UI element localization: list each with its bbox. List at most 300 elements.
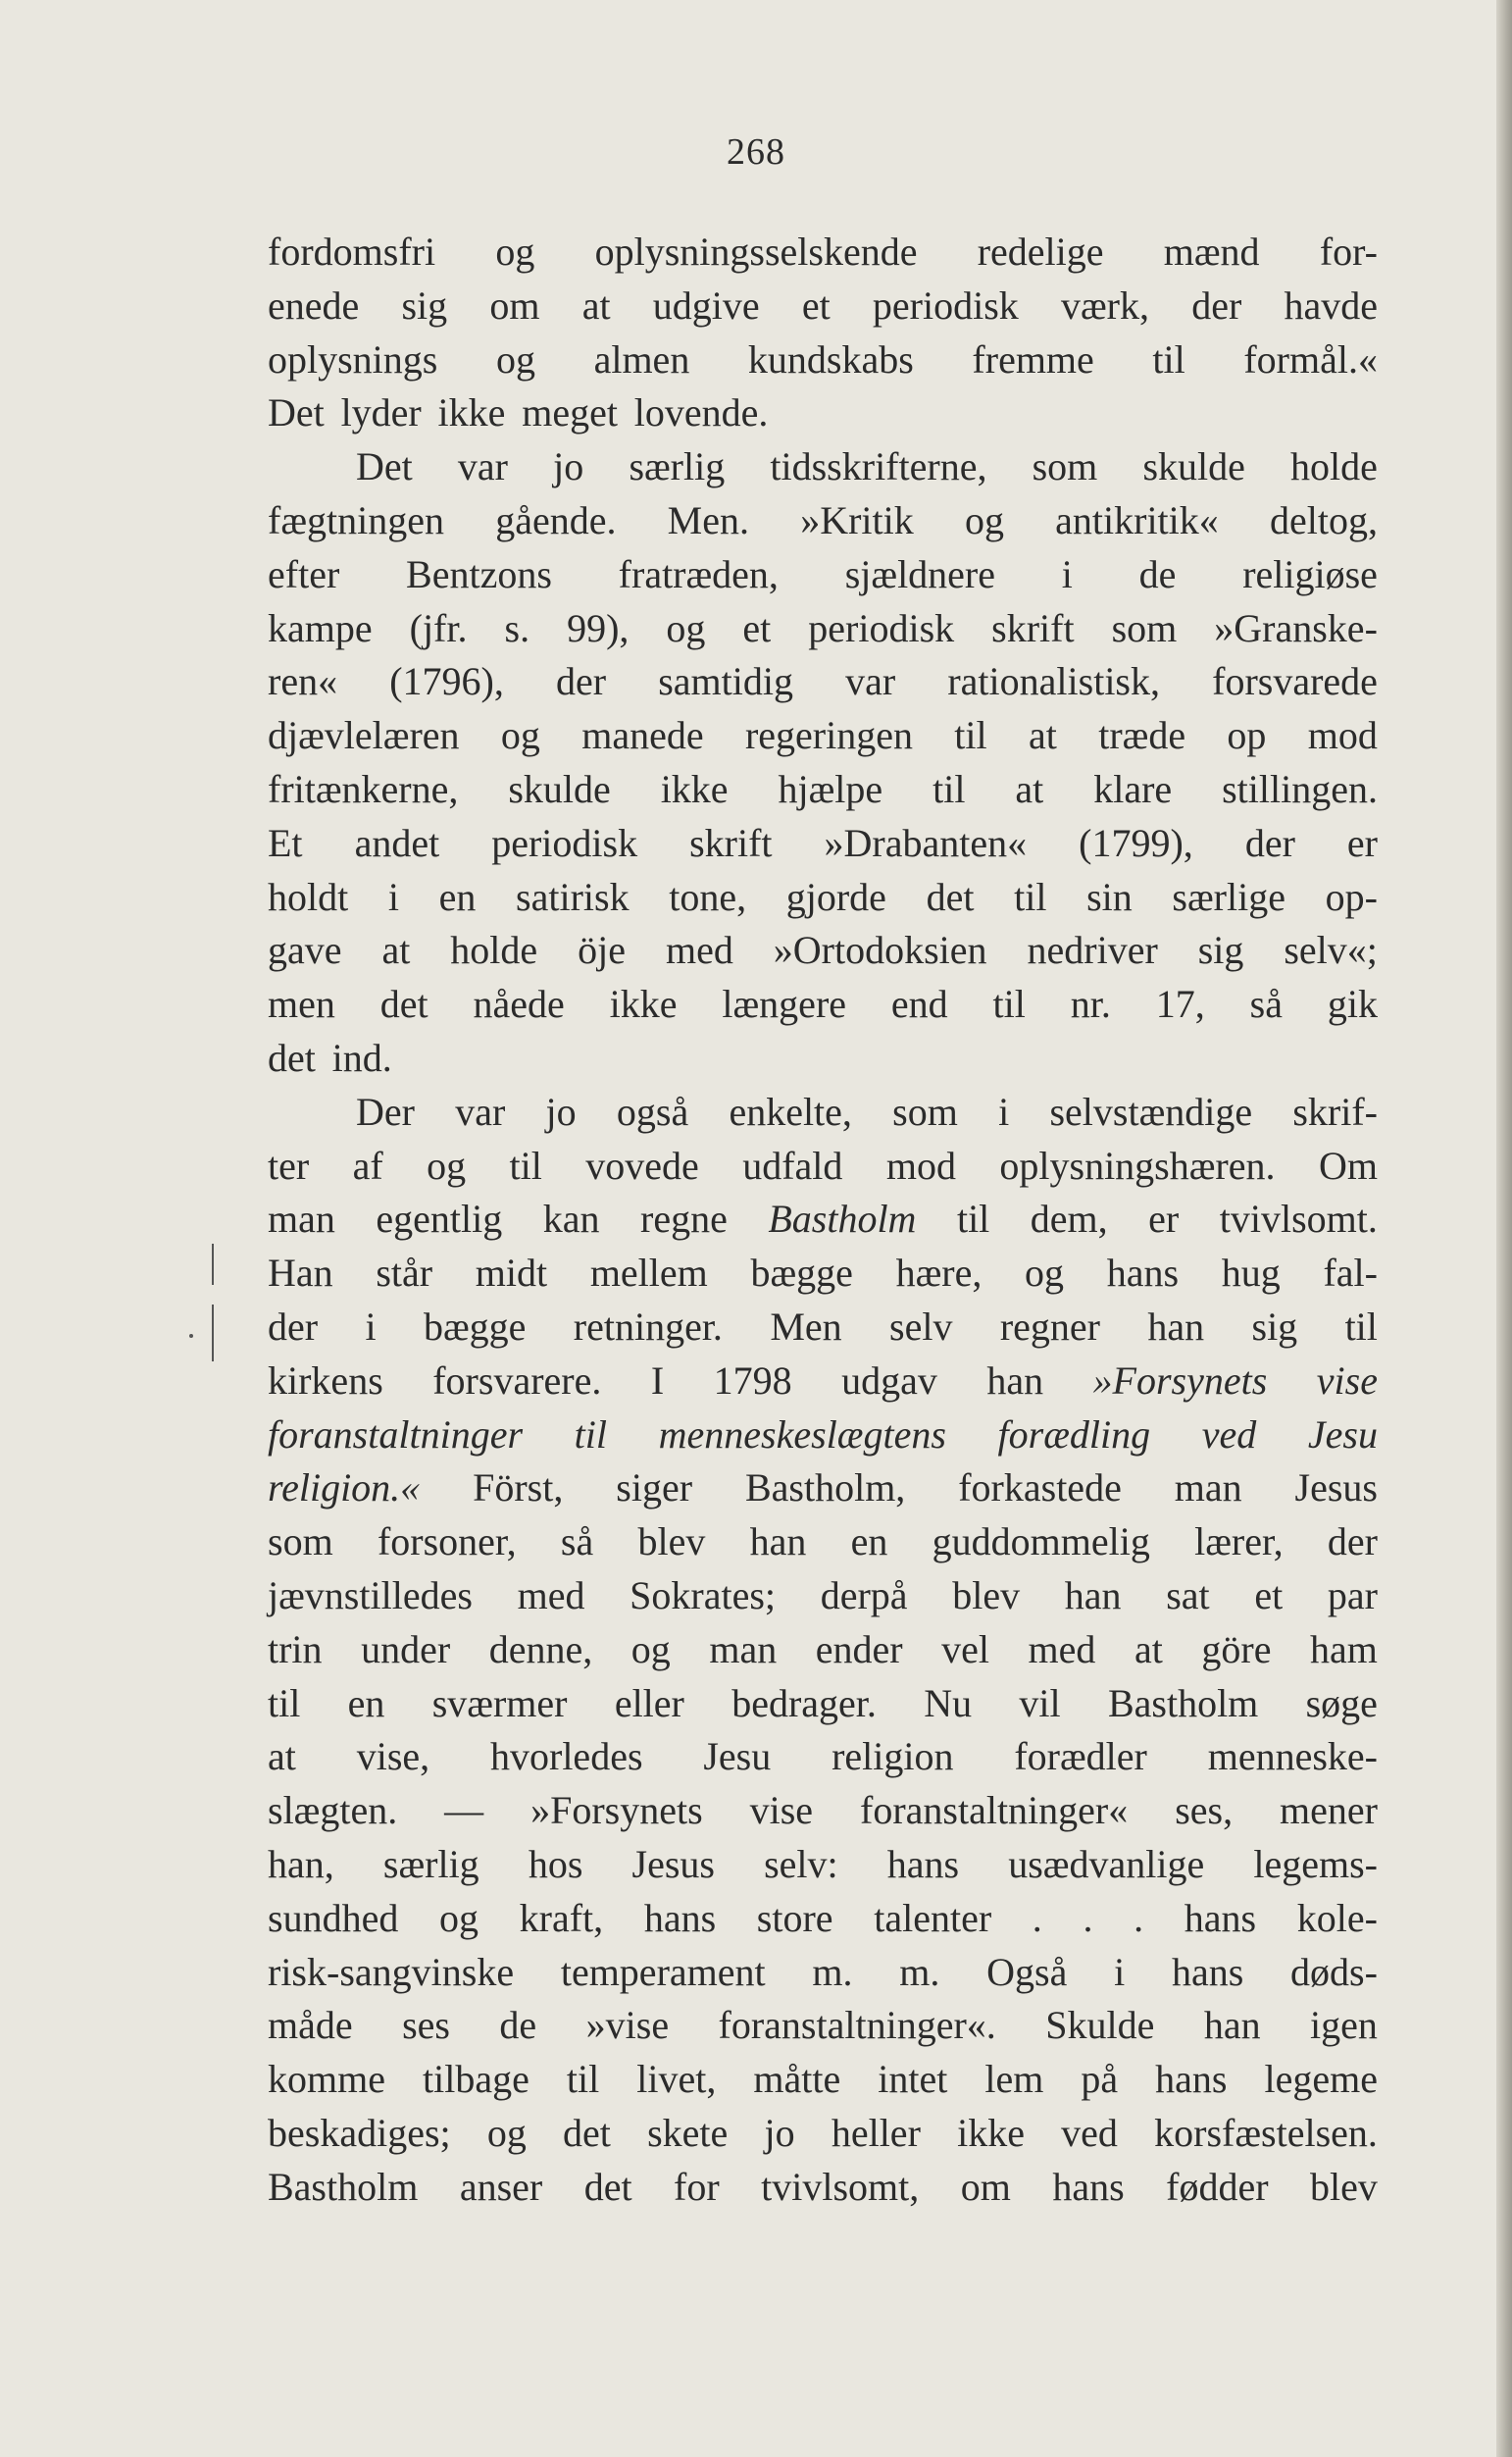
word: nåede	[473, 982, 565, 1027]
word: til	[932, 766, 966, 811]
word: sværmer	[431, 1680, 568, 1725]
word: efter	[268, 551, 340, 596]
word: om	[960, 2164, 1011, 2209]
word: vise	[749, 1788, 814, 1833]
word: menneske-	[1207, 1734, 1378, 1779]
word: livet,	[636, 2057, 717, 2102]
word: enkelte,	[729, 1089, 852, 1134]
word: jævnstilledes	[268, 1572, 473, 1617]
word: temperament	[560, 1949, 766, 1994]
margin-dot	[189, 1334, 193, 1338]
word: lyder	[340, 390, 422, 435]
word: forædling	[997, 1411, 1151, 1457]
word: Han	[268, 1251, 333, 1296]
word: Men	[770, 1304, 842, 1349]
word: —	[444, 1788, 484, 1833]
word: vise	[1316, 1357, 1378, 1403]
word: at	[1028, 713, 1057, 758]
word: Först,	[473, 1465, 564, 1510]
text-line	[268, 1408, 1378, 1462]
word: udgav	[841, 1357, 937, 1403]
word: til	[956, 1197, 990, 1242]
word: siger	[616, 1465, 693, 1510]
word: guddommelig	[932, 1519, 1150, 1564]
word: sjældnere	[844, 551, 996, 596]
word: kundskabs	[747, 336, 914, 382]
word: træde	[1098, 713, 1186, 758]
word: selvstændige	[1049, 1089, 1253, 1134]
word: tvivlsomt,	[761, 2164, 920, 2209]
word: samtidig	[658, 659, 793, 704]
word: til	[992, 982, 1026, 1027]
word: .	[1134, 1895, 1144, 1940]
word: stillingen.	[1222, 766, 1378, 811]
word: mod	[1307, 713, 1378, 758]
word: hans	[1155, 2057, 1228, 2102]
word: sundhed	[268, 1895, 399, 1940]
word: søge	[1305, 1680, 1378, 1725]
word: ind.	[331, 1035, 392, 1080]
word: Om	[1318, 1143, 1378, 1188]
word: vil	[1019, 1680, 1061, 1725]
word: periodisk	[491, 820, 638, 865]
word: Bastholm	[268, 2164, 419, 2209]
word: det	[379, 982, 428, 1027]
word: hans	[643, 1895, 717, 1940]
word: fægtningen	[268, 497, 444, 542]
word: Jesus	[631, 1841, 715, 1886]
word: risk-sangvinske	[268, 1949, 515, 1994]
word: af	[352, 1143, 383, 1188]
word: under	[361, 1626, 451, 1671]
word: værk,	[1061, 282, 1149, 328]
word: så	[1249, 982, 1283, 1027]
text-line	[268, 333, 1378, 387]
word: hans	[1106, 1251, 1180, 1296]
word: foranstaltninger«	[860, 1788, 1129, 1833]
word: »Drabanten«	[824, 820, 1028, 865]
word: .	[1032, 1895, 1042, 1940]
word: komme	[268, 2057, 385, 2102]
word: selv	[889, 1304, 953, 1349]
word: denne,	[488, 1626, 593, 1671]
word: og	[500, 713, 540, 758]
word: op-	[1325, 874, 1378, 919]
word: hos	[528, 1841, 583, 1886]
text-line	[268, 1355, 1378, 1408]
word: anser	[459, 2164, 543, 2209]
word: der	[1244, 820, 1295, 865]
word: par	[1327, 1572, 1378, 1617]
word: man	[268, 1197, 335, 1242]
word: en	[438, 874, 477, 919]
word: menneskeslægtens	[658, 1411, 946, 1457]
word: nedriver	[1027, 928, 1158, 973]
word: derpå	[820, 1572, 908, 1617]
word: de	[499, 2003, 537, 2048]
word: ved	[1201, 1411, 1257, 1457]
text-line	[268, 1999, 1378, 2053]
word: I	[650, 1357, 665, 1403]
word: døds-	[1290, 1949, 1378, 1994]
text-line	[268, 386, 1378, 440]
word: er	[1148, 1197, 1180, 1242]
word: og	[438, 1895, 479, 1940]
word: og	[1025, 1251, 1065, 1296]
text-line	[268, 602, 1378, 656]
word: eller	[614, 1680, 684, 1725]
page-number: 268	[727, 131, 785, 173]
word: og	[630, 1626, 671, 1671]
word: »Forsynets	[1092, 1357, 1268, 1403]
word: skrift	[689, 820, 773, 865]
text-line	[268, 1946, 1378, 2000]
word: havde	[1284, 282, 1378, 328]
word: kole-	[1296, 1895, 1378, 1940]
word: fremme	[972, 336, 1094, 382]
word: legeme	[1264, 2057, 1378, 2102]
word: foranstaltninger«.	[718, 2003, 996, 2048]
word: til	[954, 713, 987, 758]
margin-mark	[212, 1305, 214, 1361]
word: hjælpe	[778, 766, 883, 811]
word: og	[427, 1143, 467, 1188]
word: måtte	[753, 2057, 841, 2102]
word: manede	[581, 713, 704, 758]
word: Bentzons	[406, 551, 552, 596]
word: göre	[1201, 1626, 1272, 1671]
word: skete	[647, 2110, 729, 2155]
word: m.	[899, 1949, 940, 1994]
word: (1796),	[389, 659, 504, 704]
word: sig	[1251, 1304, 1298, 1349]
word: Jesu	[1307, 1411, 1378, 1457]
word: særlig	[629, 444, 726, 489]
word: ren«	[268, 659, 338, 704]
word: til	[566, 2057, 600, 2102]
word: ses	[402, 2003, 450, 2048]
word: sig	[401, 282, 448, 328]
word: udfald	[742, 1143, 843, 1188]
word: Det	[356, 444, 413, 489]
word: der	[268, 1304, 319, 1349]
word: Skulde	[1045, 2003, 1155, 2048]
word: regner	[999, 1304, 1100, 1349]
word: han	[986, 1357, 1044, 1403]
word: s.	[504, 605, 530, 650]
word: jo	[545, 1089, 577, 1134]
word: en	[347, 1680, 385, 1725]
word: som	[1032, 444, 1098, 489]
word: der	[1191, 282, 1242, 328]
word: er	[1346, 820, 1378, 865]
word: hug	[1221, 1251, 1281, 1296]
word: som	[892, 1089, 958, 1134]
word: bægge	[423, 1304, 527, 1349]
word: Det	[268, 390, 325, 435]
word: at	[1134, 1626, 1163, 1671]
word: Et	[268, 820, 303, 865]
text-line	[268, 1569, 1378, 1623]
word: retninger.	[573, 1304, 723, 1349]
word: foranstaltninger	[268, 1411, 524, 1457]
word: og	[964, 497, 1004, 542]
word: Jesu	[703, 1734, 772, 1779]
word: med	[665, 928, 733, 973]
word: ham	[1310, 1626, 1378, 1671]
word: vel	[941, 1626, 989, 1671]
word: hans	[886, 1841, 960, 1886]
word: intet	[878, 2057, 948, 2102]
word: tone,	[669, 874, 747, 919]
word: periodisk	[872, 282, 1019, 328]
word: dem,	[1030, 1197, 1108, 1242]
word: Bastholm	[1107, 1680, 1259, 1725]
word: ikke	[437, 390, 506, 435]
text-line	[268, 1730, 1378, 1784]
word: selv«;	[1284, 928, 1378, 973]
text-line	[268, 871, 1378, 925]
word: usædvanlige	[1008, 1841, 1205, 1886]
word: og	[666, 605, 706, 650]
word: forædler	[1014, 1734, 1147, 1779]
word: et	[1254, 1572, 1284, 1617]
word: i	[1114, 1949, 1126, 1994]
word: man	[1174, 1465, 1242, 1510]
text-line	[268, 1140, 1378, 1194]
word: måde	[268, 2003, 353, 2048]
word: selv:	[764, 1841, 838, 1886]
text-line	[268, 817, 1378, 871]
word: slægten.	[268, 1788, 398, 1833]
word: mod	[885, 1143, 956, 1188]
word: som	[268, 1519, 333, 1564]
word: religion.«	[268, 1465, 421, 1510]
word: bedrager.	[731, 1680, 877, 1725]
word: ter	[268, 1143, 310, 1188]
word: »Ortodoksien	[773, 928, 987, 973]
word: religiøse	[1242, 551, 1378, 596]
word: andet	[354, 820, 440, 865]
word: Jesus	[1294, 1465, 1378, 1510]
word: korsfæstelsen.	[1154, 2110, 1378, 2155]
text-line	[268, 1301, 1378, 1355]
word: var	[845, 659, 896, 704]
word: satirisk	[516, 874, 630, 919]
word: »vise	[585, 2003, 670, 2048]
word: heller	[831, 2110, 921, 2155]
word: det	[583, 2164, 632, 2209]
word: med	[1028, 1626, 1096, 1671]
word: djævlelæren	[268, 713, 460, 758]
text-line	[268, 1247, 1378, 1301]
text-line	[268, 1838, 1378, 1892]
word: midt	[475, 1251, 548, 1296]
word: klare	[1093, 766, 1173, 811]
word: jo	[764, 2110, 795, 2155]
word: store	[756, 1895, 833, 1940]
word: redelige	[977, 230, 1104, 274]
word: Bastholm,	[744, 1465, 906, 1510]
word: forsvarede	[1212, 659, 1378, 704]
word: man	[709, 1626, 778, 1671]
word: vise,	[356, 1734, 430, 1779]
word: gave	[268, 928, 342, 973]
word: at	[268, 1734, 296, 1779]
word: talenter	[874, 1895, 992, 1940]
word: et	[742, 605, 772, 650]
word: regeringen	[744, 713, 913, 758]
text-line	[268, 1623, 1378, 1677]
word: formål.«	[1243, 336, 1378, 382]
word: deltog,	[1269, 497, 1378, 542]
word: hans	[1184, 1895, 1257, 1940]
word: at	[581, 282, 611, 328]
word: til	[1014, 874, 1047, 919]
word: bægge	[750, 1251, 853, 1296]
word: på	[1081, 2057, 1119, 2102]
word: fritænkerne,	[268, 766, 459, 811]
word: lem	[984, 2057, 1044, 2102]
word: 1798	[713, 1357, 792, 1403]
text-line	[268, 280, 1378, 333]
text-line	[268, 924, 1378, 978]
word: forkastede	[958, 1465, 1122, 1510]
word: står	[376, 1251, 433, 1296]
word: igen	[1310, 2003, 1378, 2048]
word: enede	[268, 282, 360, 328]
word: hvorledes	[490, 1734, 643, 1779]
word: holde	[1290, 444, 1378, 489]
word: öje	[578, 928, 626, 973]
text-line	[268, 1086, 1378, 1140]
word: ikke	[660, 766, 729, 811]
text-line	[268, 494, 1378, 548]
word: »Forsynets	[530, 1788, 703, 1833]
word: oplysningsselskende	[594, 230, 918, 274]
text-line	[268, 978, 1378, 1032]
word: regne	[640, 1197, 728, 1242]
word: vovede	[585, 1143, 699, 1188]
word: holdt	[268, 874, 349, 919]
word: fordomsfri	[268, 230, 436, 274]
text-line	[268, 548, 1378, 602]
word: skulde	[1142, 444, 1245, 489]
word: kirkens	[268, 1357, 383, 1403]
word: gående.	[495, 497, 617, 542]
text-line	[268, 2053, 1378, 2107]
word: mænd	[1163, 230, 1260, 274]
word: det	[563, 2110, 611, 2155]
word: skrift	[991, 605, 1075, 650]
word: og	[495, 336, 535, 382]
word: men	[268, 982, 335, 1027]
word: rationalistisk,	[947, 659, 1160, 704]
text-line	[268, 440, 1378, 494]
word: til	[1152, 336, 1185, 382]
word: så	[560, 1519, 594, 1564]
word: han	[1147, 1304, 1205, 1349]
word: tilbage	[423, 2057, 529, 2102]
word: Men.	[667, 497, 749, 542]
word: nr.	[1070, 982, 1111, 1027]
word: op	[1227, 713, 1267, 758]
word: »Kritik	[800, 497, 914, 542]
word: gik	[1327, 982, 1378, 1027]
word: fødder	[1166, 2164, 1269, 2209]
word: 99),	[567, 605, 630, 650]
word: tidsskrifterne,	[770, 444, 987, 489]
word: de	[1138, 551, 1177, 596]
word: til	[574, 1411, 607, 1457]
text-line	[268, 1032, 1378, 1086]
text-line	[268, 763, 1378, 817]
word: kampe	[268, 605, 373, 650]
word: antikritik«	[1055, 497, 1219, 542]
word: blev	[637, 1519, 706, 1564]
word: i	[387, 874, 399, 919]
word: kan	[542, 1197, 600, 1242]
word: han	[1064, 1572, 1122, 1617]
text-line	[268, 709, 1378, 763]
word: særlig	[382, 1841, 479, 1886]
text-line	[268, 1892, 1378, 1946]
word: at	[381, 928, 411, 973]
word: for-	[1319, 230, 1378, 274]
word: en	[850, 1519, 888, 1564]
word: skrif-	[1292, 1089, 1378, 1134]
word: i	[365, 1304, 377, 1349]
word: Sokrates;	[630, 1572, 777, 1617]
word: oplysningshæren.	[999, 1143, 1276, 1188]
word: holde	[450, 928, 538, 973]
word: og	[495, 230, 535, 274]
word: et	[801, 282, 831, 328]
text-line	[268, 655, 1378, 709]
word: Nu	[924, 1680, 973, 1725]
word: ender	[815, 1626, 903, 1671]
text-line	[268, 2161, 1378, 2215]
word: »Granske-	[1214, 605, 1378, 650]
word: skulde	[508, 766, 611, 811]
word: jo	[553, 444, 584, 489]
word: (jfr.	[409, 605, 468, 650]
word: sig	[1197, 928, 1244, 973]
book-edge	[1496, 0, 1512, 2457]
word: særlige	[1172, 874, 1285, 919]
word: trin	[268, 1626, 323, 1671]
word: blev	[952, 1572, 1021, 1617]
word: i	[998, 1089, 1010, 1134]
word: tvivlsomt.	[1219, 1197, 1378, 1242]
word: fratræden,	[618, 551, 779, 596]
word: Også	[986, 1949, 1068, 1994]
word: m.	[812, 1949, 853, 1994]
word: han	[749, 1519, 807, 1564]
word: forsvarere.	[432, 1357, 602, 1403]
text-line	[268, 1677, 1378, 1731]
word: periodisk	[808, 605, 955, 650]
text-line	[268, 226, 1378, 280]
word: mener	[1280, 1788, 1378, 1833]
word: for	[674, 2164, 720, 2209]
word: til	[268, 1680, 301, 1725]
word: Der	[356, 1089, 415, 1134]
word: lærer,	[1194, 1519, 1284, 1564]
text-line	[268, 1784, 1378, 1838]
word: hans	[1171, 1949, 1244, 1994]
word: forsoner,	[377, 1519, 517, 1564]
